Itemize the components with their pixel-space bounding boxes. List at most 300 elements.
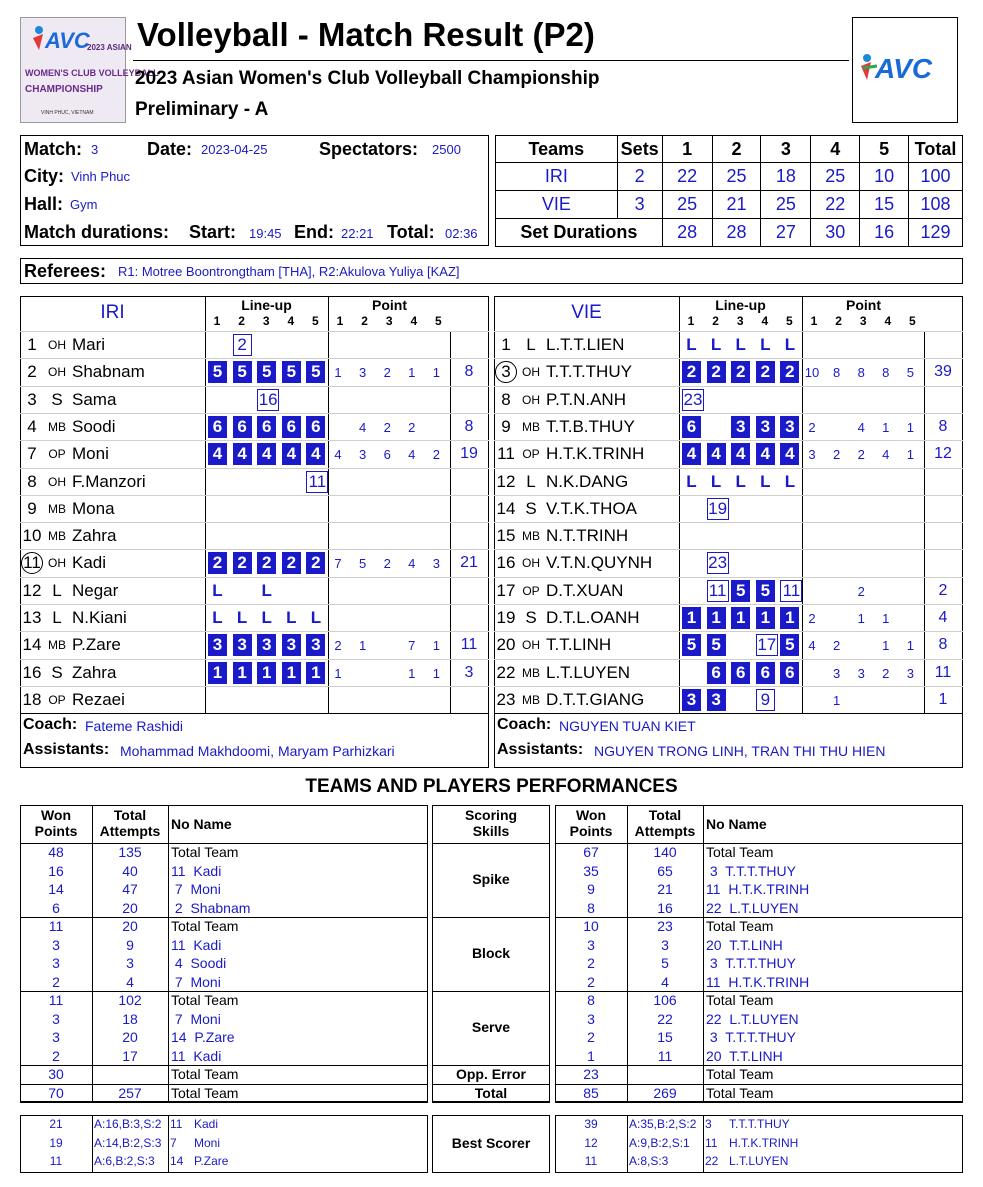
performance-player: Total Team xyxy=(171,1066,239,1082)
row-divider xyxy=(20,413,489,414)
player-number: 2 xyxy=(27,362,37,382)
score-cell: 25 xyxy=(662,191,712,219)
score-header: 1 xyxy=(662,136,712,163)
point-set-number: 2 xyxy=(835,314,842,328)
performance-player: 3 T.T.T.THUY xyxy=(706,1029,796,1045)
player-position: MB xyxy=(48,638,66,653)
won-points: 3 xyxy=(587,936,595,953)
player-name: Zahra xyxy=(72,662,117,682)
score-header: 2 xyxy=(712,136,761,163)
row-divider xyxy=(494,522,963,523)
page-title: Volleyball - Match Result (P2) xyxy=(137,16,595,53)
point-set-number: 3 xyxy=(385,314,393,328)
assistants-names: Mohammad Makhdoomi, Maryam Parhizkari xyxy=(120,743,395,760)
total-attempts: 106 xyxy=(653,992,677,1008)
won-points: 6 xyxy=(52,899,60,916)
total-attempts: 4 xyxy=(126,973,134,990)
row-divider xyxy=(20,577,489,578)
player-name: N.T.TRINH xyxy=(546,526,629,546)
row-divider xyxy=(494,468,963,469)
lineup-cell: 5 xyxy=(233,361,252,383)
player-name: F.Manzori xyxy=(72,471,146,491)
player-position: OP xyxy=(522,447,540,462)
player-number: 9 xyxy=(27,498,37,518)
set-points: 5 xyxy=(358,556,367,572)
total-time: 02:36 xyxy=(445,226,478,241)
set-points: 1 xyxy=(882,611,890,626)
set-points: 2 xyxy=(857,583,865,599)
performance-player: 3 T.T.T.THUY xyxy=(706,955,796,971)
set-points: 4 xyxy=(408,556,416,572)
lineup-cell: 3 xyxy=(707,689,726,711)
won-points: 11 xyxy=(48,918,64,934)
point-set-number: 4 xyxy=(410,314,418,328)
player-name: H.T.K.TRINH xyxy=(546,444,645,464)
total-attempts: 4 xyxy=(661,973,669,990)
player-name: T.T.T.THUY xyxy=(546,362,632,382)
won-points: 2 xyxy=(52,973,60,990)
point-set-number: 3 xyxy=(859,314,867,328)
total-points: 3 xyxy=(464,663,474,681)
score-table xyxy=(495,135,963,247)
lineup-cell: L xyxy=(710,335,722,354)
lineup-cell: 5 xyxy=(208,361,227,383)
lineup-cell: 2 xyxy=(257,552,276,574)
lineup-cell: 4 xyxy=(731,443,750,465)
coach-label: Coach: xyxy=(497,716,552,734)
total-attempts: 20 xyxy=(122,1029,138,1045)
divider xyxy=(432,843,550,844)
row-divider xyxy=(494,331,963,332)
score-cell: 25 xyxy=(811,163,860,191)
set-points: 1 xyxy=(857,611,865,626)
score-cell: 18 xyxy=(761,163,811,191)
player-name: Moni xyxy=(72,444,109,464)
performance-player: 20 T.T.LINH xyxy=(706,1047,783,1064)
lineup-cell: 4 xyxy=(306,443,325,465)
set-points: 3 xyxy=(832,665,841,681)
total-attempts: 20 xyxy=(122,918,138,934)
total-attempts: 17 xyxy=(122,1047,138,1064)
player-name: Mari xyxy=(72,335,106,354)
set-points: 3 xyxy=(857,665,865,681)
lineup-cell: 3 xyxy=(233,634,252,656)
group-divider xyxy=(432,991,550,992)
player-position: L xyxy=(52,608,62,627)
score-header: Sets xyxy=(617,136,662,163)
lineup-header: Line-up xyxy=(241,297,292,313)
best-points: 12 xyxy=(584,1135,598,1150)
lineup-cell: 5 xyxy=(756,580,775,602)
won-points: 3 xyxy=(52,1029,60,1045)
total-attempts: 257 xyxy=(118,1084,142,1101)
row-divider xyxy=(494,358,963,359)
player-number: 14 xyxy=(22,635,42,655)
player-number: 4 xyxy=(27,416,37,436)
lineup-cell: 1 xyxy=(282,662,301,684)
won-points: 16 xyxy=(48,862,64,879)
performance-player: Total Team xyxy=(171,992,239,1008)
player-position: OH xyxy=(48,338,66,352)
best-name: H.T.K.TRINH xyxy=(729,1135,799,1150)
best-points: 21 xyxy=(49,1117,63,1131)
won-points: 8 xyxy=(587,992,595,1008)
score-cell: 3 xyxy=(617,191,662,219)
point-set-number: 5 xyxy=(909,314,916,328)
total-attempts: 16 xyxy=(657,899,673,916)
set-points: 4 xyxy=(808,638,816,654)
performance-player: 22 L.T.LUYEN xyxy=(706,899,799,916)
lineup-cell: 4 xyxy=(257,443,276,465)
lineup-cell: 1 xyxy=(306,662,325,684)
lineup-cell: 2 xyxy=(731,361,750,383)
player-name: V.T.N.QUYNH xyxy=(546,553,653,573)
set-points: 10 xyxy=(804,365,820,381)
player-position: MB xyxy=(48,501,66,516)
set-points: 2 xyxy=(808,611,816,626)
row-divider xyxy=(20,631,489,632)
set-duration: 27 xyxy=(761,219,811,247)
player-name: D.T.L.OANH xyxy=(546,608,640,627)
performance-player: 11 Kadi xyxy=(171,1047,222,1064)
set-points: 1 xyxy=(408,665,416,681)
lineup-cell: 4 xyxy=(756,443,775,465)
lineup-cell: 2 xyxy=(682,361,701,383)
lineup-cell: 23 xyxy=(683,389,703,409)
performance-player: 20 T.T.LINH xyxy=(706,936,783,953)
score-cell: 25 xyxy=(712,163,761,191)
lineup-cell: 3 xyxy=(682,689,701,711)
best-number: 11 xyxy=(705,1135,718,1150)
lineup-set-number: 3 xyxy=(736,314,744,328)
won-points: 2 xyxy=(52,1047,60,1064)
city-label: City: xyxy=(24,166,64,186)
performance-player: 11 H.T.K.TRINH xyxy=(706,881,810,897)
player-name: Rezaei xyxy=(72,689,125,709)
set-points: 2 xyxy=(432,447,440,463)
player-number: 3 xyxy=(501,362,511,382)
lineup-cell: 17 xyxy=(757,635,777,655)
lineup-cell: 1 xyxy=(682,607,701,629)
row-divider xyxy=(20,386,489,387)
lineup-cell: L xyxy=(236,608,248,627)
total-points: 8 xyxy=(938,417,948,435)
player-name: P.Zare xyxy=(72,635,121,655)
divider xyxy=(20,713,489,714)
set-points: 3 xyxy=(358,365,367,381)
lineup-cell: 6 xyxy=(257,416,276,438)
player-position: L xyxy=(526,471,536,491)
performance-player: 7 Moni xyxy=(171,1010,221,1027)
set-points: 1 xyxy=(882,638,890,654)
score-cell: IRI xyxy=(496,163,618,191)
set-points: 8 xyxy=(832,365,841,381)
championship-name: 2023 Asian Women's Club Volleyball Championship xyxy=(135,68,600,89)
score-cell: VIE xyxy=(496,191,618,219)
divider xyxy=(627,1115,628,1173)
group-divider xyxy=(20,1102,428,1103)
won-points: 85 xyxy=(583,1084,599,1101)
total-points: 8 xyxy=(464,417,474,435)
player-position: MB xyxy=(522,419,540,434)
set-points: 2 xyxy=(808,419,816,435)
player-position: S xyxy=(525,498,537,518)
won-points: 2 xyxy=(587,1029,595,1045)
won-points: 67 xyxy=(583,844,599,860)
player-position: L xyxy=(526,335,536,354)
best-breakdown: A:14,B:2,S:3 xyxy=(94,1135,162,1150)
row-divider xyxy=(494,604,963,605)
player-number: 3 xyxy=(27,389,37,409)
lineup-cell: 5 xyxy=(682,634,701,656)
player-position: OP xyxy=(48,692,66,707)
lineup-cell: 6 xyxy=(208,416,227,438)
lineup-cell: 6 xyxy=(306,416,325,438)
divider xyxy=(703,805,704,1102)
lineup-cell: L xyxy=(212,608,223,627)
lineup-cell: 6 xyxy=(707,662,726,684)
total-points: 12 xyxy=(934,445,952,463)
lineup-cell: 6 xyxy=(780,662,799,684)
best-name: P.Zare xyxy=(194,1154,229,1168)
total-attempts: 269 xyxy=(653,1084,677,1101)
best-breakdown: A:6,B:2,S:3 xyxy=(94,1154,155,1168)
row-divider xyxy=(494,413,963,414)
player-name: L.T.T.LIEN xyxy=(546,335,625,354)
row-divider xyxy=(20,604,489,605)
player-position: OH xyxy=(522,638,540,653)
set-points: 4 xyxy=(358,419,367,435)
player-position: OH xyxy=(522,392,540,407)
score-header: 4 xyxy=(811,136,860,163)
set-points: 2 xyxy=(832,638,841,654)
player-name: N.Kiani xyxy=(72,608,127,627)
performance-player: 7 Moni xyxy=(171,881,221,897)
coach-name: Fateme Rashidi xyxy=(85,718,184,735)
set-points: 1 xyxy=(408,365,416,381)
assistants-names: NGUYEN TRONG LINH, TRAN THI THU HIEN xyxy=(594,743,886,760)
performance-player: 7 Moni xyxy=(171,973,221,990)
group-divider xyxy=(555,1102,963,1103)
spectators-label: Spectators: xyxy=(319,139,419,159)
score-cell: 21 xyxy=(712,191,761,219)
lineup-set-number: 2 xyxy=(712,314,719,328)
city-name: Vinh Phuc xyxy=(71,169,131,184)
set-points: 2 xyxy=(882,665,890,681)
total-attempts: 40 xyxy=(122,862,138,879)
won-points: 35 xyxy=(583,862,599,879)
group-divider xyxy=(432,917,550,918)
won-points: 48 xyxy=(48,844,64,860)
lineup-cell: 4 xyxy=(208,443,227,465)
lineup-cell: L xyxy=(261,580,272,600)
player-name: P.T.N.ANH xyxy=(546,389,626,409)
score-header: Total xyxy=(909,136,963,163)
row-divider xyxy=(20,468,489,469)
best-name: Moni xyxy=(194,1135,221,1150)
total-attempts: 18 xyxy=(122,1010,138,1027)
logo-line-1: 2023 ASIAN xyxy=(87,43,132,52)
divider xyxy=(168,805,169,1102)
set-points: 2 xyxy=(383,365,391,381)
lineup-cell: L xyxy=(212,580,223,600)
set-duration: 28 xyxy=(662,219,712,247)
score-header: Teams xyxy=(496,136,618,163)
row-divider xyxy=(494,659,963,660)
player-number: 19 xyxy=(496,608,516,627)
won-points: 14 xyxy=(48,881,64,897)
player-number: 23 xyxy=(496,689,516,709)
row-divider xyxy=(20,331,489,332)
player-name: L.T.LUYEN xyxy=(546,662,631,682)
player-name: Kadi xyxy=(72,553,107,573)
player-number: 10 xyxy=(22,526,42,546)
set-points: 4 xyxy=(857,419,865,435)
performance-player: Total Team xyxy=(706,844,774,860)
lineup-cell: 3 xyxy=(257,634,276,656)
lineup-cell: 1 xyxy=(780,607,799,629)
avc-logo-graphic xyxy=(853,18,957,122)
total-attempts: 11 xyxy=(657,1047,673,1064)
performance-player: 3 T.T.T.THUY xyxy=(706,862,796,879)
total-attempts: 22 xyxy=(657,1010,673,1027)
lineup-cell: 6 xyxy=(682,416,701,438)
won-points: 23 xyxy=(583,1066,599,1082)
set-points: 4 xyxy=(408,447,416,463)
player-number: 16 xyxy=(22,662,42,682)
best-number: 3 xyxy=(705,1117,712,1131)
performance-player: 11 H.T.K.TRINH xyxy=(706,973,810,990)
team-name: IRI xyxy=(100,302,125,323)
set-points: 1 xyxy=(432,665,440,681)
total-attempts: 3 xyxy=(126,955,134,971)
total-points: 11 xyxy=(934,663,952,681)
phase-name: Preliminary - A xyxy=(135,99,269,120)
lineup-set-number: 5 xyxy=(312,314,319,328)
lineup-set-number: 4 xyxy=(287,314,295,328)
coach-name: NGUYEN TUAN KIET xyxy=(559,718,696,735)
player-position: MB xyxy=(522,692,540,707)
performance-title: TEAMS AND PLAYERS PERFORMANCES xyxy=(305,776,678,797)
row-divider xyxy=(494,440,963,441)
set-points: 2 xyxy=(383,419,391,435)
player-number: 22 xyxy=(496,662,516,682)
lineup-cell: 4 xyxy=(682,443,701,465)
player-position: OP xyxy=(48,447,66,462)
player-position: OH xyxy=(48,556,66,571)
player-name: Sama xyxy=(72,389,117,409)
set-points: 6 xyxy=(383,447,391,463)
referees-text: R1: Motree Boontrongtham [THA], R2:Akulova Yuliya [KAZ] xyxy=(118,264,460,279)
championship-logo-graphic xyxy=(21,18,159,122)
lineup-cell: 16 xyxy=(258,389,278,409)
lineup-cell: 11 xyxy=(780,580,802,602)
performance-player: 14 P.Zare xyxy=(171,1029,235,1045)
lineup-cell: 1 xyxy=(731,607,750,629)
lineup-cell: 3 xyxy=(780,416,799,438)
logo-line-2: WOMEN'S CLUB VOLLEYBALL xyxy=(25,68,159,78)
performance-player: Total Team xyxy=(706,918,774,934)
score-cell: 22 xyxy=(662,163,712,191)
performance-player: 11 Kadi xyxy=(171,936,222,953)
row-divider xyxy=(20,522,489,523)
spectators-count: 2500 xyxy=(432,142,461,157)
point-header: Point xyxy=(846,297,881,313)
row-divider xyxy=(20,549,489,550)
scoring-skills-header: Scoring Skills xyxy=(464,807,518,839)
row-divider xyxy=(20,495,489,496)
set-duration: 16 xyxy=(860,219,909,247)
won-points: 8 xyxy=(587,899,595,916)
assistants-label: Assistants: xyxy=(497,741,584,759)
lineup-cell: L xyxy=(784,471,796,491)
player-number: 1 xyxy=(501,335,511,354)
avc-logo xyxy=(852,17,958,123)
player-position: OH xyxy=(48,365,66,380)
lineup-cell: 2 xyxy=(233,552,252,574)
assistants-label: Assistants: xyxy=(23,741,110,759)
lineup-cell: 4 xyxy=(707,443,726,465)
best-points: 39 xyxy=(584,1117,598,1131)
player-number: 9 xyxy=(501,416,511,436)
point-set-number: 4 xyxy=(884,314,892,328)
row-divider xyxy=(494,386,963,387)
best-breakdown: A:9,B:2,S:1 xyxy=(629,1135,690,1150)
total-time-label: Total: xyxy=(387,222,435,242)
won-points: 3 xyxy=(52,1010,60,1027)
set-points: 2 xyxy=(857,447,865,463)
set-points: 7 xyxy=(334,556,342,572)
lineup-cell: L xyxy=(710,471,722,491)
lineup-cell: 3 xyxy=(208,634,227,656)
won-points-header: Won Points xyxy=(569,807,613,839)
set-points: 2 xyxy=(334,638,342,654)
lineup-cell: L xyxy=(784,335,796,354)
end-label: End: xyxy=(294,222,334,242)
skill-label: Opp. Error xyxy=(455,1066,526,1082)
player-position: MB xyxy=(522,529,540,544)
best-breakdown: A:8,S:3 xyxy=(629,1154,669,1168)
won-points: 2 xyxy=(587,955,595,971)
won-points: 3 xyxy=(52,955,60,971)
player-number: 8 xyxy=(27,471,37,491)
lineup-cell: 5 xyxy=(282,361,301,383)
player-number: 11 xyxy=(23,553,41,573)
lineup-cell: 5 xyxy=(780,634,799,656)
player-number: 16 xyxy=(496,553,516,573)
total-attempts: 3 xyxy=(661,936,669,953)
player-name-header: No Name xyxy=(171,816,232,832)
won-points-header: Won Points xyxy=(34,807,78,839)
performance-player: Total Team xyxy=(171,1084,239,1101)
total-attempts: 20 xyxy=(122,899,138,916)
won-points: 10 xyxy=(583,918,599,934)
lineup-cell: 2 xyxy=(208,552,227,574)
set-points: 2 xyxy=(832,447,841,463)
set-points: 2 xyxy=(383,556,391,572)
lineup-cell: 6 xyxy=(731,662,750,684)
lineup-cell: 1 xyxy=(233,662,252,684)
set-points: 1 xyxy=(334,665,342,681)
match-label: Match: xyxy=(24,139,82,159)
won-points: 1 xyxy=(587,1047,595,1064)
player-name: Zahra xyxy=(72,526,117,546)
total-points: 19 xyxy=(460,445,478,463)
player-position: S xyxy=(51,662,63,682)
lineup-cell: 2 xyxy=(233,334,252,356)
lineup-cell: 2 xyxy=(780,361,799,383)
set-points: 8 xyxy=(882,365,890,381)
